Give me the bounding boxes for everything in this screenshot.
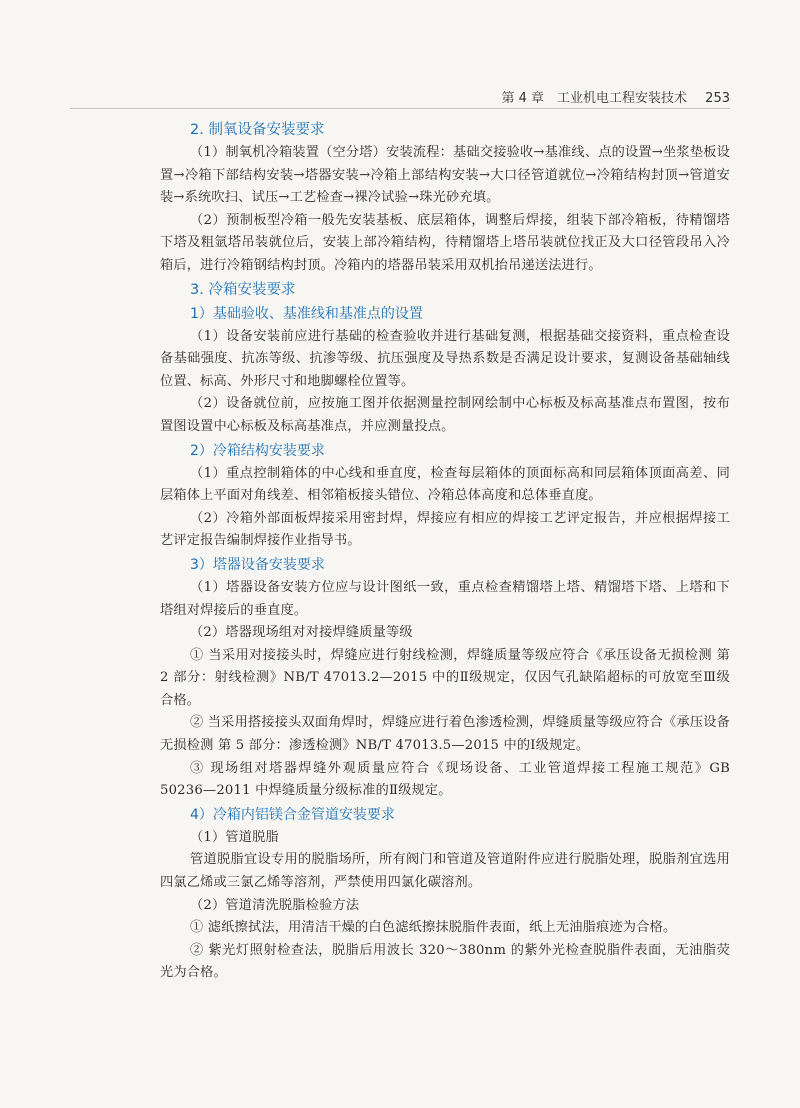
section-heading-oxygen-equipment: 2. 制氧设备安装要求 xyxy=(190,122,325,138)
subsection-heading-cold-box-structure: 2）冷箱结构安装要求 xyxy=(190,442,325,459)
paragraph: （1）管道脱脂 xyxy=(190,829,279,845)
subsection-heading-aluminum-piping: 4）冷箱内铝镁合金管道安装要求 xyxy=(190,806,395,823)
paragraph: ① 滤纸擦拭法，用清洁干燥的白色滤纸擦抹脱脂件表面，纸上无油脂痕迹为合格。 xyxy=(190,920,677,936)
paragraph: （1）制氧机冷箱装置（空分塔）安装流程：基础交接验收→基准线、点的设置→坐浆垫板设置→冷箱下部结构安装→塔器安装→冷箱上部结构安装→大口径管道就位→冷箱结构封顶→管道安装→系统吹扫、试压→工艺检查→裸冷试验→珠光砂充填。 xyxy=(160,145,730,206)
paragraph: （2）设备就位前，应按施工图并依据测量控制网绘制中心标板及标高基准点布置图，按布置图设置中心标板及标高基准点，并应测量投点。 xyxy=(160,396,730,434)
page-body xyxy=(160,118,730,985)
subsection-heading-foundation: 1）基础验收、基准线和基准点的设置 xyxy=(190,305,423,322)
paragraph: ③ 现场组对塔器焊缝外观质量应符合《现场设备、工业管道焊接工程施工规范》GB 50236—2011 中焊缝质量分级标准的Ⅱ级规定。 xyxy=(160,760,730,799)
paragraph: ② 紫光灯照射检查法，脱脂后用波长 320～380nm 的紫外光检查脱脂件表面，无油脂荧光为合格。 xyxy=(160,942,730,981)
paragraph: （2）管道清洗脱脂检验方法 xyxy=(190,897,360,913)
paragraph: 管道脱脂宜设专用的脱脂场所，所有阀门和管道及管道附件应进行脱脂处理，脱脂剂宜选用四氯乙烯或三氯乙烯等溶剂，严禁使用四氯化碳溶剂。 xyxy=(160,852,730,891)
page-number: 253 xyxy=(705,91,730,106)
paragraph: ② 当采用搭接接头双面角焊时，焊缝应进行着色渗透检测，焊缝质量等级应符合《承压设备无损检测 第 5 部分：渗透检测》NB/T 47013.5—2015 中的Ⅰ级规定。 xyxy=(160,715,730,754)
paragraph: （1）重点控制箱体的中心线和垂直度，检查每层箱体的顶面标高和同层箱体顶面高差、同层箱体上平面对角线差、相邻箱板接头错位、冷箱总体高度和总体垂直度。 xyxy=(160,465,730,504)
chapter-title: 第 4 章 工业机电工程安装技术 xyxy=(501,91,688,106)
paragraph: （1）设备安装前应进行基础的检查验收并进行基础复测，根据基础交接资料，重点检查设备基础强度、抗冻等级、抗渗等级、抗压强度及导热系数是否满足设计要求，复测设备基础轴线位置、标高、外形尺寸和地脚螺栓位置等。 xyxy=(160,328,730,389)
paragraph: （2）预制板型冷箱一般先安装基板、底层箱体，调整后焊接，组装下部冷箱板，待精馏塔下塔及粗氩塔吊装就位后，安装上部冷箱结构，待精馏塔上塔吊装就位找正及大口径管段吊入冷箱后，进行冷箱钢结构封顶。冷箱内的塔器吊装采用双机抬吊递送法进行。 xyxy=(160,212,730,273)
paragraph: （1）塔器设备安装方位应与设计图纸一致，重点检查精馏塔上塔、精馏塔下塔、上塔和下塔组对焊接后的垂直度。 xyxy=(160,579,730,618)
running-header xyxy=(70,87,730,107)
subsection-heading-tower-equipment: 3）塔器设备安装要求 xyxy=(190,556,325,573)
paragraph: （2）冷箱外部面板焊接采用密封焊，焊接应有相应的焊接工艺评定报告，并应根据焊接工艺评定报告编制焊接作业指导书。 xyxy=(160,510,730,549)
paragraph: ① 当采用对接接头时，焊缝应进行射线检测，焊缝质量等级应符合《承压设备无损检测 第 2 部分：射线检测》NB/T 47013.2—2015 中的Ⅱ级规定，仅因气孔缺陷超标的可放宽至Ⅲ级合格。 xyxy=(160,647,730,708)
section-heading-cold-box: 3. 冷箱安装要求 xyxy=(190,281,296,298)
paragraph: （2）塔器现场组对对接焊缝质量等级 xyxy=(190,625,413,641)
header-rule xyxy=(70,108,730,109)
